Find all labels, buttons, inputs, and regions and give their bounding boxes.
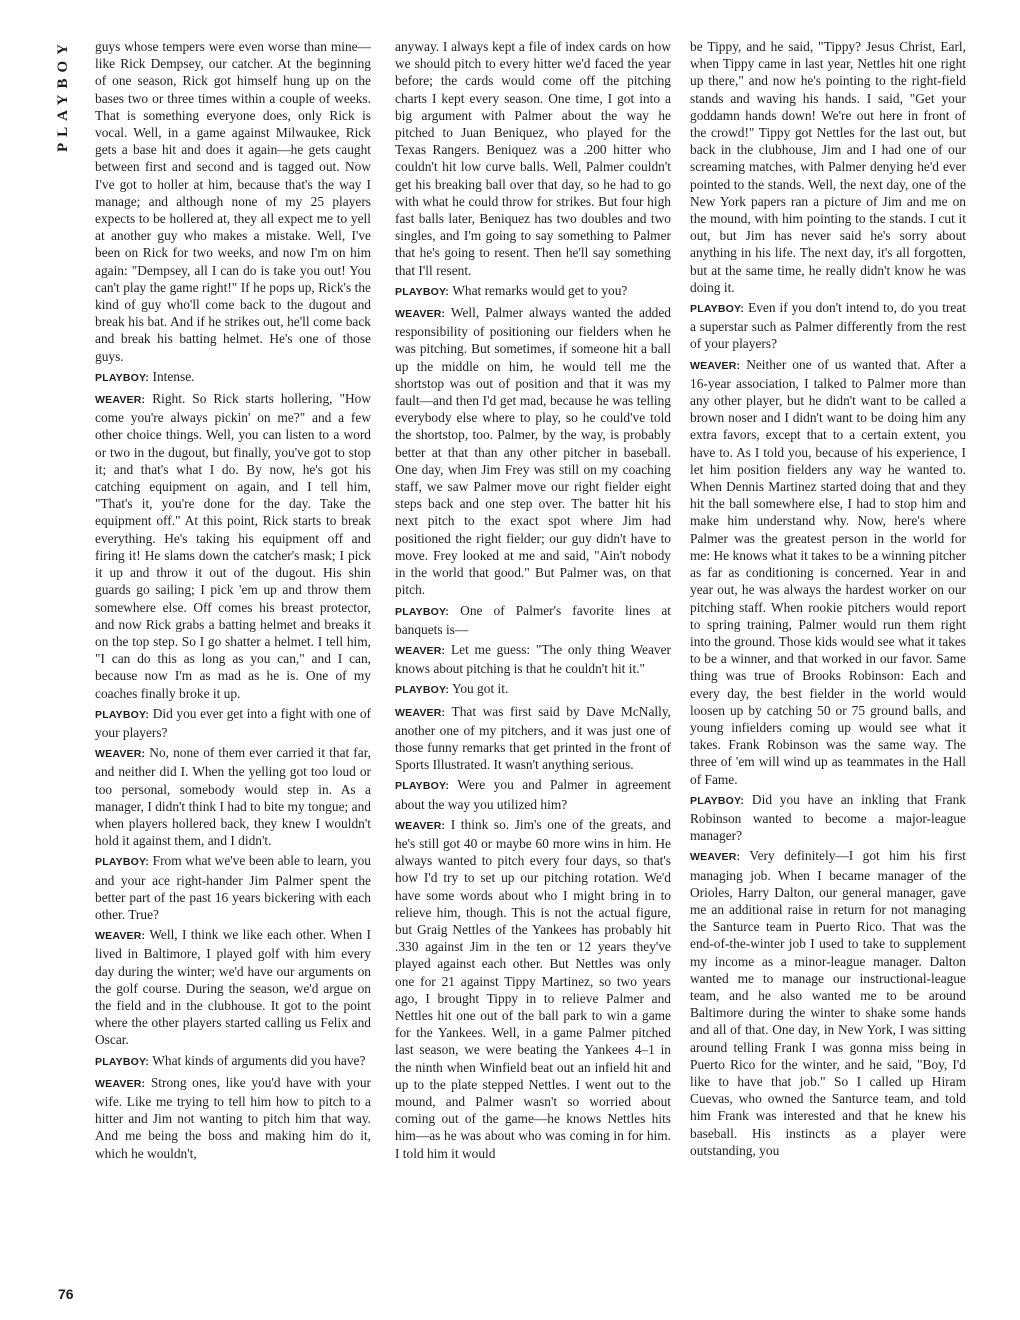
speaker-label: PLAYBOY: <box>95 856 150 869</box>
interview-paragraph <box>395 304 671 598</box>
paragraph-text: Strong ones, like you'd have with your wife. Like me trying to tell him how to pitch to a hitter and Jim not wanting to pitch him that way. And me being the boss and making him do it, which he wouldn't, <box>95 1074 371 1161</box>
paragraph-text: Very definitely—I got him his first managing job. When I became manager of the Orioles, Harry Dalton, our general manager, gave me an additional raise in return for not managing the Santurce team in Puerto Rico. That was the end-of-the-winter job I used to take to supplement my income as a minor-league manager. Dalton wanted me to manage our instructional-league team, and he also wanted me to be around Baltimore during the winter to shake some hands and all of that. One day, in New York, I was sitting around telling Frank I was gonna miss being in Puerto Rico for the winter, and he said, "Boy, I'd like to have that job." So I called up Hiram Cuevas, who owned the Santurce team, and told him Frank was interested and that he knew his baseball. His instincts as a player were outstanding, you <box>690 848 966 1158</box>
speaker-label: PLAYBOY: <box>95 371 150 384</box>
speaker-label: PLAYBOY: <box>395 684 450 697</box>
interview-paragraph <box>395 680 671 699</box>
paragraph-text: Even if you don't intend to, do you treat a superstar such as Palmer differently from the rest of your players? <box>690 300 966 352</box>
paragraph-text: Did you ever get into a fight with one of your players? <box>95 705 371 740</box>
interview-paragraph <box>95 744 371 849</box>
interview-paragraph <box>95 926 371 1048</box>
interview-paragraph <box>690 356 966 788</box>
speaker-label: PLAYBOY: <box>95 708 150 721</box>
paragraph-text: Right. So Rick starts hollering, "How come you're always pickin' on me?" and a few other choice things. Well, you can listen to a word or two in the dugout, but finally, you've got to stop it; and that's what I do. By now, he's got his catching equipment on again, and I tell him, "That's it, you're done for the day. Take the equipment off." At this point, Rick starts to break everything. He's taking his equipment off and firing it! He slams down the catcher's mask; I pick it up and throw it out of the dugout. His shin guards go sailing; I pick 'em up and throw them somewhere else. Off comes his breast protector, and now Rick grabs a batting helmet and breaks it on the top step. So I go shatter a helmet. I tell him, "I can do this as long as you can," and I can, because now I'm as mad as he is. One of my coaches finally broke it up. <box>95 391 371 701</box>
speaker-label: PLAYBOY: <box>395 285 450 298</box>
speaker-label: WEAVER: <box>395 819 446 832</box>
paragraph-text: anyway. I always kept a file of index cards on how we should pitch to every hitter we'd faced the year before; the cards would come off the pitching charts I kept every season. One time, I got into a big argument with Palmer about the way he pitched to Juan Beniquez, who played for the Texas Rangers. Beniquez was a .200 hitter who couldn't hit low curve balls. Well, Palmer couldn't get his breaking ball over that day, so he had to go with what he could throw for strikes. But four high fast balls later, Beniquez has two doubles and two singles, and I'm going to say something to Palmer that he's going to resent. Then he'll say something that I'll resent. <box>395 39 671 278</box>
interview-paragraph <box>395 38 671 279</box>
paragraph-text: Well, I think we like each other. When I lived in Baltimore, I played golf with him every day during the winter; we'd have our arguments on the golf course. During the season, we'd argue on the field and in the clubhouse. It got to the point where the other players started calling us Felix and Oscar. <box>95 927 371 1048</box>
speaker-label: WEAVER: <box>395 644 446 657</box>
interview-paragraph <box>95 1074 371 1162</box>
paragraph-text: Did you have an inkling that Frank Robinson wanted to become a major-league manager? <box>690 791 966 844</box>
interview-paragraph <box>690 299 966 353</box>
paragraph-text: Neither one of us wanted that. After a 16-year association, I talked to Palmer more than any other player, but he didn't want to be called a brown noser and I didn't want to be doing him any extra favors, except that to a certain extent, you have to. As I told you, because of his experience, I let him position fielders any way he wanted to. When Dennis Martinez started doing that and they hit the ball somewhere else, I had to stop him and make him understand why. Now, here's where Palmer was the greatest person in the world for me: He knows what it takes to be a winning pitcher as far as conditioning is concerned. Year in and year out, he was always the hardest worker on our pitching staff. When rookie pitchers would report to spring training, Palmer would run them right into the ground. Those kids would see what it takes to be a winner, and that worked in our favor. Same thing was true of Brooks Robinson: Each and every day, the best fielder in the world would loosen up by catching 50 or 75 ground balls, and young infielders coming up would see what it takes. Frank Robinson was the same way. The three of 'em will wind up as teammates in the Hall of Fame. <box>690 356 966 787</box>
paragraph-text: What kinds of arguments did you have? <box>152 1052 366 1068</box>
interview-paragraph <box>95 705 371 741</box>
text-column-2 <box>395 38 671 1294</box>
interview-paragraph <box>395 776 671 812</box>
speaker-label: PLAYBOY: <box>690 303 745 316</box>
text-column-3 <box>690 38 966 1294</box>
interview-paragraph <box>690 847 966 1159</box>
speaker-label: PLAYBOY: <box>395 605 450 618</box>
interview-paragraph <box>95 852 371 923</box>
speaker-label: PLAYBOY: <box>690 794 745 807</box>
speaker-label: WEAVER: <box>395 706 446 719</box>
interview-paragraph <box>395 602 671 638</box>
paragraph-text: Well, Palmer always wanted the added responsibility of positioning our fielders when he was pitching. But sometimes, if someone hit a ball up the middle on him, he would tell me the shortstop was out of position and that it was my fault—and then I'd get mad, because he was telling everybody else where to play, so he could've told the shortstop, too. Palmer, by the way, is probably better at that than any other pitcher in baseball. One day, when Jim Frey was still on my coaching staff, we saw Palmer move our right fielder eight steps back and one step over. The batter hit his next pitch to the exact spot where Jim had positioned the right fielder; our guy didn't have to move. Frey looked at me and said, "Ain't nobody in the world that good." But Palmer was, on that pitch. <box>395 305 671 598</box>
speaker-label: WEAVER: <box>95 930 146 943</box>
interview-paragraph <box>690 38 966 296</box>
speaker-label: WEAVER: <box>95 1077 146 1090</box>
paragraph-text: Let me guess: "The only thing Weaver knows about pitching is that he couldn't hit it." <box>395 641 671 677</box>
paragraph-text: guys whose tempers were even worse than mine—like Rick Dempsey, our catcher. At the beginning of one season, Rick got himself hung up on the bases two or three times within a couple of weeks. That is something everyone does, only Rick is vocal. Well, in a game against Milwaukee, Rick gets a base hit and does it again—he gets caught between first and second and is tagged out. Now I've got to holler at him, because that's the way I manage; and although none of my 25 players expects to be hollered at, they all expect me to yell at another guy who makes a mistake. Well, I've been on Rick for two weeks, and now I'm on him again: "Dempsey, all I can do is take you out! You can't play the game right!" If he pops up, Rick's the kind of guy who'll come back to the dugout and break his bat. And if he strikes out, he'll come back and break his batting helmet. He's one of those guys. <box>95 39 371 364</box>
speaker-label: WEAVER: <box>690 851 741 864</box>
paragraph-text: One of Palmer's favorite lines at banquets is— <box>395 602 671 637</box>
speaker-label: WEAVER: <box>395 308 446 321</box>
interview-paragraph <box>395 816 671 1162</box>
paragraph-text: I think so. Jim's one of the greats, and he's still got 40 or maybe 60 more wins in him. He always wanted to pitch every four days, so that's how I'd try to set up our pitching rotation. We'd have some words about who I might bring in to relieve him, though. This is not the actual figure, but Graig Nettles of the Yankees has probably hit .330 against Jim in the ten or 12 years they've played against each other. But Nettles was only one for 21 against Tippy Martinez, so two years ago, I brought Tippy in to relieve Palmer and Nettles hit one out of the ball park to win a game for the Yankees. Well, in a game Palmer pitched last season, we were beating the Yankees 4–1 in the ninth when Winfield beat out an infield hit and up to the plate stepped Nettles. I went out to the mound, and Palmer wasn't so worried about coming out of the game—he knows Nettles hits him—as he was about who was coming in for him. I told him it would <box>395 816 671 1161</box>
interview-paragraph <box>95 38 371 365</box>
speaker-label: WEAVER: <box>690 359 741 372</box>
interview-paragraph <box>395 703 671 774</box>
text-column-1 <box>95 38 371 1294</box>
speaker-label: WEAVER: <box>95 748 146 761</box>
paragraph-text: What remarks would get to you? <box>452 282 628 298</box>
paragraph-text: be Tippy, and he said, "Tippy? Jesus Christ, Earl, when Tippy came in last year, Nettles hit one right up there," and now he's pointing to the right-field stands and waving his hands. I said, "Get your goddamn hands down! We're out here in front of the crowd!" Tippy got Nettles for the last out, but back in the clubhouse, Jim and I had one of our screaming matches, with Palmer denying he'd ever pointed to the stands. Well, the next day, one of the New York papers ran a picture of Jim and me on the mound, with him pointing to the stands. I cut it out, but Jim has never said he's sorry about anything in his life. The next day, it's all forgotten, but at the same time, he really didn't know he was doing it. <box>690 39 966 295</box>
paragraph-text: No, none of them ever carried it that far, and neither did I. When the yelling got too loud or too personal, somebody would step in. As a manager, I didn't think I had to bite my tongue; and when players hollered back, they knew I wouldn't hold it against them, and I didn't. <box>95 745 371 849</box>
interview-paragraph <box>395 282 671 301</box>
speaker-label: WEAVER: <box>95 394 146 407</box>
interview-paragraph <box>690 791 966 845</box>
interview-paragraph <box>395 641 671 677</box>
magazine-name: PLAYBOY <box>55 38 71 152</box>
speaker-label: PLAYBOY: <box>95 1055 150 1068</box>
paragraph-text: That was first said by Dave McNally, another one of my pitchers, and it was just one of those funny remarks that get printed in the front of Sports Illustrated. It wasn't anything serious. <box>395 703 671 773</box>
paragraph-text: Intense. <box>152 368 195 384</box>
interview-paragraph <box>95 368 371 387</box>
interview-paragraph <box>95 1052 371 1071</box>
page-number: 76 <box>58 1286 74 1302</box>
paragraph-text: You got it. <box>451 681 509 697</box>
speaker-label: PLAYBOY: <box>395 780 450 793</box>
interview-paragraph <box>95 390 371 702</box>
paragraph-text: Were you and Palmer in agreement about the way you utilized him? <box>395 777 671 812</box>
paragraph-text: From what we've been able to learn, you and your ace right-hander Jim Palmer spent the better part of the past 16 years bickering with each other. True? <box>95 853 371 922</box>
